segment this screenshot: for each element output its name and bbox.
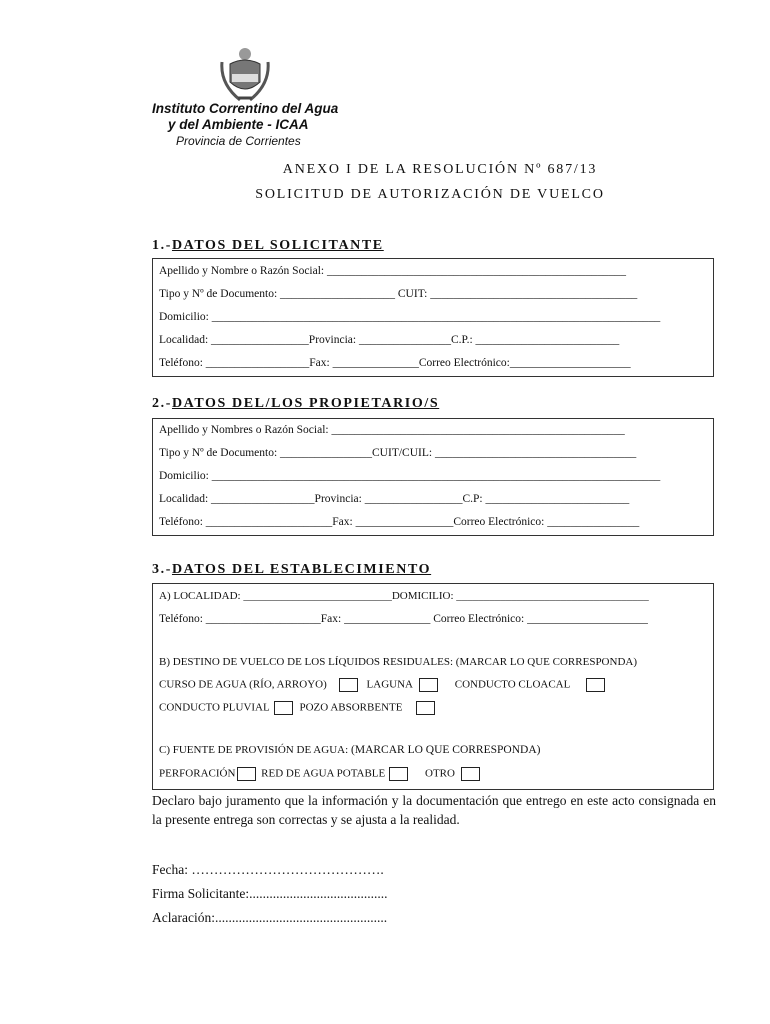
- destino-row1: [159, 678, 611, 692]
- checkbox-pluvial[interactable]: [274, 701, 293, 715]
- checkbox-curso[interactable]: [339, 678, 358, 692]
- section1-number: 1.-: [152, 238, 172, 253]
- section2-box: [152, 418, 714, 536]
- institute-name-line2: y del Ambiente - ICAA: [168, 117, 309, 132]
- fuente-title-label: C) FUENTE DE PROVISIÓN DE AGUA:: [159, 744, 349, 756]
- destino-title: B) DESTINO DE VUELCO DE LOS LÍQUIDOS RESIDUALES: (MARCAR LO QUE CORRESPONDA): [159, 656, 637, 668]
- field-owner-documento[interactable]: Tipo y Nº de Documento: ________________CUIT/CUIL: ___________________________________: [159, 447, 637, 459]
- sworn-declaration: Declaro bajo juramento que la información y la documentación que entrego en este acto consignada en la presente entrega son correctas y se ajusta a la realidad.: [152, 793, 716, 827]
- fuente-title-instruction: (MARCAR LO QUE CORRESPONDA): [351, 744, 541, 756]
- section2-number: 2.-: [152, 396, 172, 411]
- section2-heading: [152, 396, 439, 412]
- option-perforacion-label: PERFORACIÓN: [159, 767, 236, 780]
- section3-heading: [152, 562, 431, 578]
- destino-row2: [159, 701, 441, 715]
- field-firma[interactable]: Firma Solicitante:.........................................: [152, 886, 388, 901]
- option-otro-label: OTRO: [425, 767, 455, 780]
- checkbox-perforacion[interactable]: [237, 767, 256, 781]
- section2-title: DATOS DEL/LOS PROPIETARIO/S: [171, 396, 440, 411]
- field-est-localidad[interactable]: A) LOCALIDAD: ___________________________DOMICILIO: ___________________________________: [159, 590, 649, 602]
- field-owner-localidad[interactable]: Localidad: __________________Provincia: _________________C.P: _________________________: [159, 493, 630, 505]
- field-localidad[interactable]: Localidad: _________________Provincia: ________________C.P.: _________________________: [159, 334, 620, 346]
- request-title: SOLICITUD DE AUTORIZACIÓN DE VUELCO: [255, 187, 605, 202]
- field-aclaracion[interactable]: Aclaración:...................................................: [152, 910, 388, 925]
- fuente-row: [159, 767, 486, 781]
- option-cloacal-label: CONDUCTO CLOACAL: [454, 678, 571, 691]
- section1-heading: [152, 238, 384, 254]
- field-fecha[interactable]: Fecha: …………………………………….: [152, 862, 384, 877]
- option-pluvial-label: CONDUCTO PLUVIAL: [159, 701, 270, 714]
- checkbox-red[interactable]: [389, 767, 408, 781]
- section3-number: 3.-: [152, 562, 172, 577]
- field-est-telefono[interactable]: Teléfono: ____________________Fax: _______________ Correo Electrónico: _____________________: [159, 613, 648, 625]
- field-nombre[interactable]: Apellido y Nombre o Razón Social: ____________________________________________________: [159, 265, 626, 277]
- field-owner-nombre[interactable]: Apellido y Nombres o Razón Social: ___________________________________________________: [159, 424, 625, 436]
- checkbox-pozo[interactable]: [416, 701, 435, 715]
- option-laguna-label: LAGUNA: [366, 678, 413, 691]
- field-documento[interactable]: Tipo y Nº de Documento: ____________________ CUIT: ____________________________________: [159, 288, 638, 300]
- option-red-label: RED DE AGUA POTABLE: [261, 767, 386, 780]
- annex-title: ANEXO I DE LA RESOLUCIÓN Nº 687/13: [282, 162, 598, 177]
- option-pozo-label: POZO ABSORBENTE: [299, 701, 403, 714]
- option-curso-label: CURSO DE AGUA (RÍO, ARROYO): [159, 678, 327, 691]
- section1-box: [152, 258, 714, 377]
- fuente-title: [159, 744, 540, 756]
- field-domicilio[interactable]: Domicilio: ______________________________________________________________________________: [159, 311, 661, 323]
- checkbox-laguna[interactable]: [419, 678, 438, 692]
- field-owner-telefono[interactable]: Teléfono: ______________________Fax: _________________Correo Electrónico: ________________: [159, 516, 640, 528]
- checkbox-cloacal[interactable]: [586, 678, 605, 692]
- province-name: Provincia de Corrientes: [176, 134, 301, 148]
- section3-box: [152, 583, 714, 790]
- checkbox-otro[interactable]: [461, 767, 480, 781]
- field-owner-domicilio[interactable]: Domicilio: ______________________________________________________________________________: [159, 470, 661, 482]
- section1-title: DATOS DEL SOLICITANTE: [171, 238, 384, 253]
- institute-name: Instituto Correntino del Agua: [152, 101, 339, 116]
- section3-title: DATOS DEL ESTABLECIMIENTO: [171, 562, 432, 577]
- coat-of-arms-icon: [218, 44, 272, 104]
- field-telefono[interactable]: Teléfono: __________________Fax: _______________Correo Electrónico:_____________________: [159, 357, 631, 369]
